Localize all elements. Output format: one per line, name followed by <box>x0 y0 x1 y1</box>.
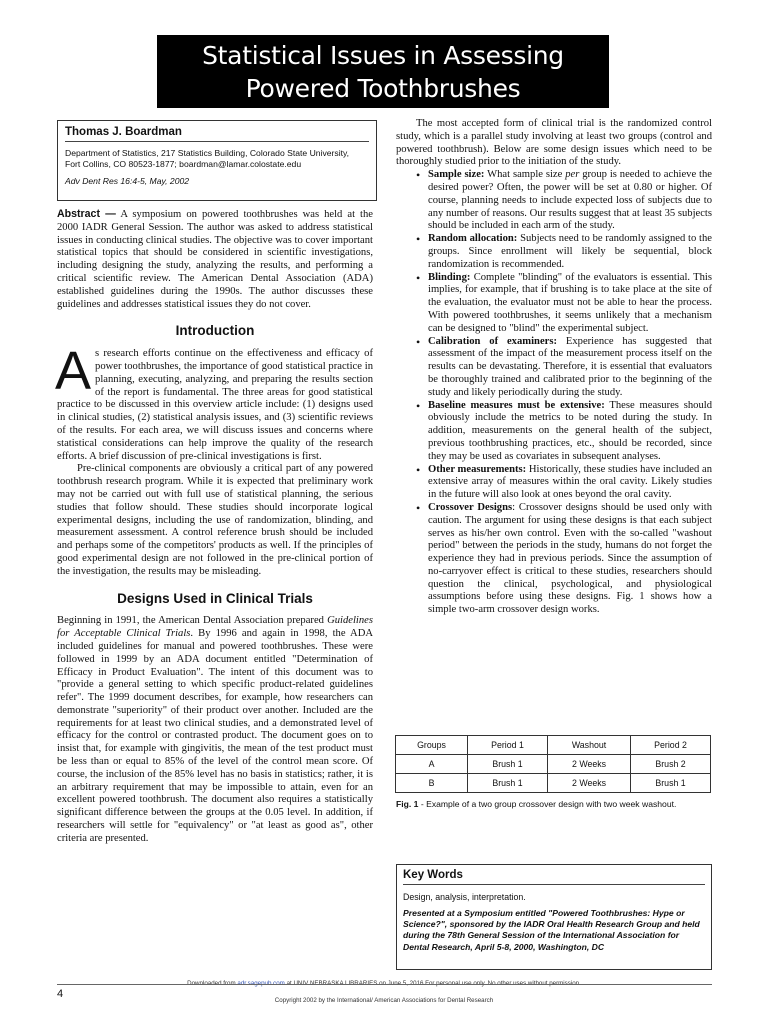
citation: Adv Dent Res 16:4-5, May, 2002 <box>65 176 190 186</box>
bullet-text: Subjects need to be randomly assigned to the groups. Since enrollment will likely be sequential, block randomization is recommended. <box>428 233 712 270</box>
drop-cap: A <box>55 341 92 402</box>
table-header-cell: Washout <box>547 736 630 755</box>
table-cell: B <box>396 774 468 793</box>
table-cell: Brush 1 <box>468 755 548 774</box>
bullet-text: Historically, these studies have included an extensive array of measures within the oral cavity. Likely studies in the future will also look at ones beyond the oral cavity. <box>428 463 712 501</box>
designs-heading: Designs Used in Clinical Trials <box>117 590 313 606</box>
bullet-term: Calibration of examiners: <box>428 335 557 347</box>
bullet-term: Crossover Designs <box>428 501 513 513</box>
bullet-term: Sample size: <box>428 169 485 181</box>
bullet-italic: per <box>565 169 580 181</box>
table-header-cell: Period 2 <box>631 736 711 755</box>
list-item <box>408 502 712 617</box>
right-intro-paragraph: The most accepted form of clinical trial is the randomized control study, which is a parallel study involving at least two groups (control and powered toothbrush). Below are some design issues which need to be thoroughly studied prior to the initiation of the study. <box>396 118 712 168</box>
title-line-2: Powered Toothbrushes <box>245 74 521 103</box>
bullet-term: Blinding: <box>428 271 471 283</box>
author-name: Thomas J. Boardman <box>65 126 369 142</box>
table-row <box>396 755 711 774</box>
introduction-heading: Introduction <box>175 323 255 339</box>
download-link[interactable]: adr.sagepub.com <box>237 980 285 987</box>
download-pre: Downloaded from <box>187 980 238 987</box>
bullet-term: Baseline measures must be extensive: <box>428 399 605 411</box>
key-words-text: Design, analysis, interpretation. <box>403 892 526 902</box>
list-item <box>408 233 712 271</box>
key-words-title: Key Words <box>403 869 705 885</box>
designs-p1-italic: Guidelines for Acceptable Clinical Trials <box>57 615 373 640</box>
abstract-label: Abstract — <box>57 208 116 220</box>
download-post: at UNIV NEBRASKA LIBRARIES on June 5, 2016 For personal use only. No other uses without permission. <box>284 980 581 987</box>
key-words-box <box>396 864 712 970</box>
figure-caption <box>396 799 714 809</box>
table-header-cell: Groups <box>396 736 468 755</box>
table-cell: A <box>396 755 468 774</box>
bullet-text: group is needed to achieve the desired power? Often, the power will be set at 0.80 or higher. Of course, planning needs to include expected loss of subjects due to any number of reasons. Our results suggest that at least 35 subjects should be included in each arm of the study. <box>428 169 712 232</box>
affiliation-line-2: Fort Collins, CO 80523-1877; boardman@lamar.colostate.edu <box>65 159 302 169</box>
title-line-1: Statistical Issues in Assessing <box>202 41 564 70</box>
table-row <box>396 774 711 793</box>
abstract <box>57 208 373 311</box>
figure-caption-text: - Example of a two group crossover design with two week washout. <box>418 799 677 809</box>
bullet-text: Experience has suggested that assessment of the impact of the measurement process itself on the results can be devastating. Therefore, it is essential that evaluators be thoroughly trained and calibrated prior to the beginning of the study and likely periodically during the study. <box>428 335 712 398</box>
bullet-term: Random allocation: <box>428 233 518 245</box>
design-issues-list <box>396 169 712 617</box>
introduction-paragraph-2: Pre-clinical components are obviously a critical part of any powered toothbrush research program. While it is expected that preliminary work may not be carried out with full use of statistical planning, the serious studies that follow should. These studies should incorporate logical experimental designs, including the use of randomization, blinding, and measurement assessment. A control reference brush should be included and perhaps some of the competitors' products as well. If the principles of good experimental design are not followed in the pre-clinical portion of the investigation, the results may be misleading. <box>57 463 373 577</box>
table-header-cell: Period 1 <box>468 736 548 755</box>
table-cell: Brush 1 <box>468 774 548 793</box>
bullet-text: Complete "blinding" of the evaluators is essential. This implies, for example, that if brushing is to take place at the site of the evaluation, the evaluator must not be able to hear the process. With powered toothbrushes, it seems unlikely that a mechanism can be designed to "blind" the experimental subject. <box>428 271 712 334</box>
table-header-row <box>396 736 711 755</box>
bullet-text: : Crossover designs should be used only with caution. The argument for using these designs is that each subject serves as his/her own control. Even with the so-called "washout period" between the periods in the study, humans do not forget the experience they had in previous periods. Since the assumption of no-carryover effect is critical to these studies, researchers should question the clinical, psychological, and physiological assumptions before using these designs. Fig. 1 shows how a simple two-arm crossover design works. <box>428 501 713 616</box>
introduction-paragraph-1 <box>55 341 373 463</box>
page-number: 4 <box>57 988 64 1000</box>
abstract-text: A symposium on powered toothbrushes was held at the 2000 IADR General Session. The author was asked to address statistical issues in conducting clinical studies. The objective was to cover important statistical topics that should be considered in scientific investigations, including designing the study, analyzing the results, and performing a critical scientific review. The American Dental Association (ADA) established guidelines during the 1990s. The author discusses these guidelines and addresses statistical issues they do not cover. <box>57 209 373 310</box>
article-title <box>157 35 609 108</box>
author-box <box>57 120 377 201</box>
designs-p1-a: Beginning in 1991, the American Dental Association prepared <box>57 615 328 627</box>
designs-p1-b: . By 1996 and again in 1998, the ADA included guidelines for manual and powered toothbrushes. These were followed in 1999 by an ADA document entitled "Determination of Efficacy in Product Evaluation". The intent of this document was to "provide a general setting to which specific product-related guidelines refer". The 1999 document describes, for example, how researchers can demonstrate "superiority" of their product over another. Included are the requirements for at least two clinical studies, and a demonstrated level of efficacy for the control or contrasted product. The document goes on to insist that, for example with gingivitis, the mean of the test product must be less than or equal to 85% of the level of the control mean score. Of course, the inclusion of the 85% level has no basis in statistics; rather, it is an arbitrary requirement that may be impossible to attain, even for an excellent powered toothbrush. The document also requires a statistically significant difference between the groups at the 0.05 level. In addition, if researchers will settle for "equivalency" or "at least as good as", other criteria are presented. <box>57 628 373 844</box>
figure-caption-label: Fig. 1 <box>396 799 419 809</box>
list-item <box>408 272 712 336</box>
table-cell: Brush 2 <box>631 755 711 774</box>
crossover-design-table <box>395 735 711 793</box>
bullet-term: Other measurements: <box>428 463 527 475</box>
table-cell: 2 Weeks <box>547 755 630 774</box>
list-item <box>408 169 712 233</box>
bullet-text: These measures should obviously include the metrics to be noted during the study. In addition, measurements on the general health of the subject, previous toothbrushing practices, etc., should be recorded, since they may be used as covariates in subsequent analyses. <box>428 399 713 462</box>
affiliation-line-1: Department of Statistics, 217 Statistics Building, Colorado State University, <box>65 148 350 158</box>
introduction-p1-text: s research efforts continue on the effectiveness and efficacy of power toothbrushes, the importance of good statistical practice in planning, executing, analyzing, and preparing the results section of the report is fundamental. The three areas for good statistical practice to be discussed in this overview article include: (1) designs used in clinical studies, (2) statistical analysis issues, and (3) scientific reviews of the results. For each area, we will discuss issues and concerns where statistical considerations can help improve the quality of the research efforts. A brief discussion of pre-clinical investigations is first. <box>57 348 373 462</box>
symposium-note: Presented at a Symposium entitled "Powered Toothbrushes: Hype or Science?", sponsored by the IADR Oral Health Research Group and held during the 78th General Session of the International Association for Dental Research, April 5-8, 2000, Washington, DC <box>403 908 700 952</box>
bullet-text: What sample size <box>484 169 566 181</box>
table-cell: 2 Weeks <box>547 774 630 793</box>
table-cell: Brush 1 <box>631 774 711 793</box>
left-column <box>57 208 373 846</box>
designs-paragraph-1 <box>57 615 373 845</box>
list-item <box>408 400 712 464</box>
footer-divider <box>57 984 712 985</box>
copyright-notice: Copyright 2002 by the International/ American Associations for Dental Research <box>274 997 494 1004</box>
right-column <box>396 118 712 617</box>
list-item <box>408 336 712 400</box>
list-item <box>408 464 712 502</box>
